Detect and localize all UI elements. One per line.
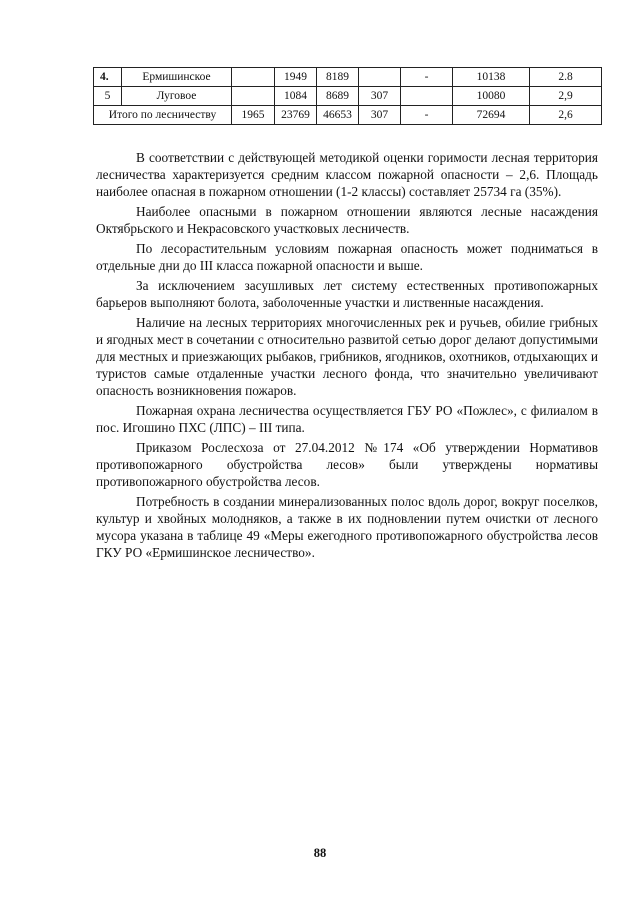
paragraph: Потребность в создании минерализованных полос вдоль дорог, вокруг поселков, культур и хвойных молодняков, а также в их подновлении путем очистки от лесного мусора указана в таблице 49 «Меры ежегодного противопожарного обустройства лесов ГКУ РО «Ермишинское лесничество». bbox=[96, 494, 598, 560]
table-cell bbox=[232, 87, 275, 106]
table-cell: 2,6 bbox=[530, 106, 602, 125]
table-cell: 2.8 bbox=[530, 68, 602, 87]
paragraph: За исключением засушливых лет систему естественных противопожарных барьеров выполняют болота, заболоченные участки и лиственные насаждения. bbox=[96, 278, 598, 310]
paragraph: Пожарная охрана лесничества осуществляется ГБУ РО «Пожлес», с филиалом в пос. Игошино ПХС (ЛПС) – III типа. bbox=[96, 403, 598, 435]
table-cell: 1965 bbox=[232, 106, 275, 125]
paragraph: В соответствии с действующей методикой оценки горимости лесная территория лесничества характеризуется средним классом пожарной опасности – 2,6. Площадь наиболее опасная в пожарном отношении (1-2 классы) составляет 25734 га (35%). bbox=[96, 150, 598, 199]
paragraph: Наличие на лесных территориях многочисленных рек и ручьев, обилие грибных и ягодных мест в сочетании с относительно развитой сетью дорог делают допустимыми для местных и приезжающих рыбаков, грибников, ягодников, охотников, отдыхающих и туристов самые отдаленные участки лесного фонда, что значительно увеличивают опасность возникновения пожаров. bbox=[96, 315, 598, 398]
forestry-name: Луговое bbox=[122, 87, 232, 106]
table-row bbox=[94, 68, 602, 87]
table-cell: 307 bbox=[359, 87, 401, 106]
paragraph: Приказом Рослесхоза от 27.04.2012 №174 «Об утверждении Нормативов противопожарного обустройства лесов» были утверждены нормативы противопожарного обустройства лесов. bbox=[96, 440, 598, 489]
body-text bbox=[96, 149, 598, 564]
table-cell: 8189 bbox=[317, 68, 359, 87]
table-cell: 72694 bbox=[453, 106, 530, 125]
table-cell: 10080 bbox=[453, 87, 530, 106]
paragraph: Наиболее опасными в пожарном отношении являются лесные насаждения Октябрьского и Некрасовского участковых лесничеств. bbox=[96, 204, 598, 236]
table-total-row bbox=[94, 106, 602, 125]
table-cell: - bbox=[401, 68, 453, 87]
table-cell: - bbox=[401, 106, 453, 125]
table-cell bbox=[232, 68, 275, 87]
table-cell: 8689 bbox=[317, 87, 359, 106]
fire-hazard-table bbox=[93, 67, 602, 125]
page-number: 88 bbox=[313, 846, 327, 860]
table-cell: 307 bbox=[359, 106, 401, 125]
table-cell: 1949 bbox=[275, 68, 317, 87]
table-row bbox=[94, 87, 602, 106]
table-cell: 2,9 bbox=[530, 87, 602, 106]
paragraph: По лесорастительным условиям пожарная опасность может подниматься в отдельные дни до III класса пожарной опасности и выше. bbox=[96, 241, 598, 273]
table-cell: 10138 bbox=[453, 68, 530, 87]
total-label: Итого по лесничеству bbox=[94, 106, 232, 125]
table-cell bbox=[359, 68, 401, 87]
table-cell: 23769 bbox=[275, 106, 317, 125]
row-number: 5 bbox=[94, 87, 122, 106]
row-number: 4. bbox=[94, 68, 122, 87]
table-cell bbox=[401, 87, 453, 106]
table-cell: 46653 bbox=[317, 106, 359, 125]
forestry-name: Ермишинское bbox=[122, 68, 232, 87]
table-cell: 1084 bbox=[275, 87, 317, 106]
